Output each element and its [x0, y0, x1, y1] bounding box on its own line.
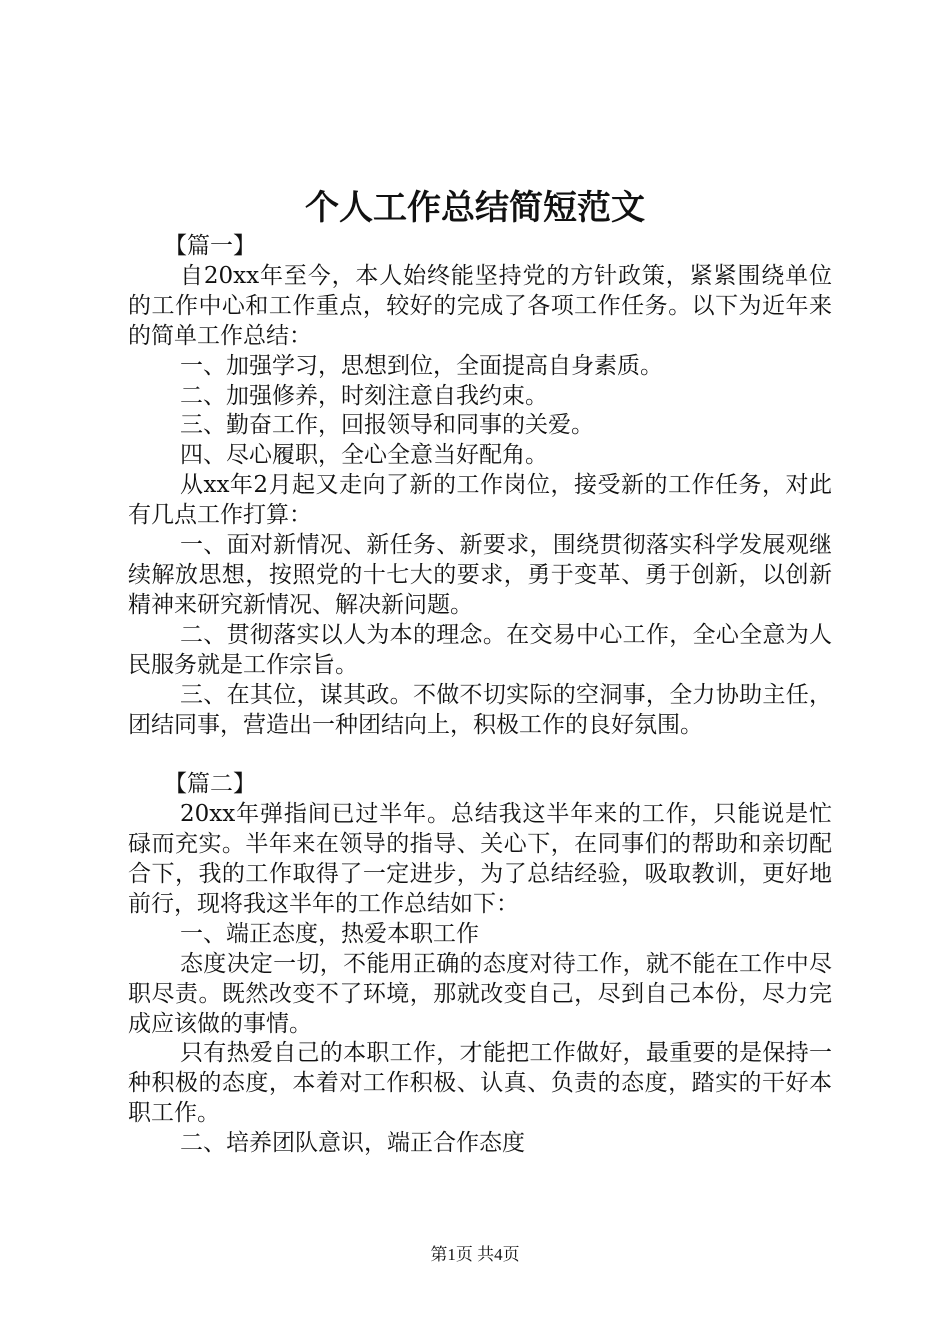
- document-body: [128, 232, 832, 1159]
- paragraph: 三、勤奋工作，回报领导和同事的关爱。: [180, 412, 594, 439]
- blank-line: [128, 740, 832, 770]
- section-heading-2: 【篇二】: [164, 771, 256, 798]
- paragraph: 从xx年2月起又走向了新的工作岗位，接受新的工作任务，对此有几点工作打算：: [128, 472, 832, 529]
- page-footer: 第1页 共4页: [430, 1245, 520, 1264]
- paragraph: 一、面对新情况、新任务、新要求，围绕贯彻落实科学发展观继续解放思想，按照党的十七大的要求，勇于变革、勇于创新，以创新精神来研究新情况、解决新问题。: [128, 532, 832, 618]
- paragraph: 一、端正态度，热爱本职工作: [180, 920, 479, 947]
- paragraph: 只有热爱自己的本职工作，才能把工作做好，最重要的是保持一种积极的态度，本着对工作积极、认真、负责的态度，踏实的干好本职工作。: [128, 1040, 832, 1127]
- paragraph: 二、培养团队意识，端正合作态度: [180, 1130, 525, 1157]
- paragraph: 四、尽心履职，全心全意当好配角。: [180, 442, 548, 469]
- paragraph: 态度决定一切，不能用正确的态度对待工作，就不能在工作中尽职尽责。既然改变不了环境，那就改变自己，尽到自己本份，尽力完成应该做的事情。: [128, 950, 832, 1037]
- paragraph: 自20xx年至今，本人始终能坚持党的方针政策，紧紧围绕单位的工作中心和工作重点，较好的完成了各项工作任务。以下为近年来的简单工作总结：: [128, 262, 832, 349]
- paragraph: 二、贯彻落实以人为本的理念。在交易中心工作，全心全意为人民服务就是工作宗旨。: [128, 621, 832, 678]
- paragraph: 一、加强学习，思想到位，全面提高自身素质。: [180, 352, 663, 379]
- paragraph: 二、加强修养，时刻注意自我约束。: [180, 382, 548, 409]
- document-title: 个人工作总结简短范文: [305, 188, 645, 228]
- section-heading-1: 【篇一】: [164, 233, 256, 259]
- paragraph: 20xx年弹指间已过半年。总结我这半年来的工作，只能说是忙碌而充实。半年来在领导的指导、关心下，在同事们的帮助和亲切配合下，我的工作取得了一定进步，为了总结经验，吸取教训，更好地前行，现将我这半年的工作总结如下：: [128, 801, 832, 917]
- paragraph: 三、在其位，谋其政。不做不切实际的空洞事，全力协助主任，团结同事，营造出一种团结向上，积极工作的良好氛围。: [128, 681, 832, 738]
